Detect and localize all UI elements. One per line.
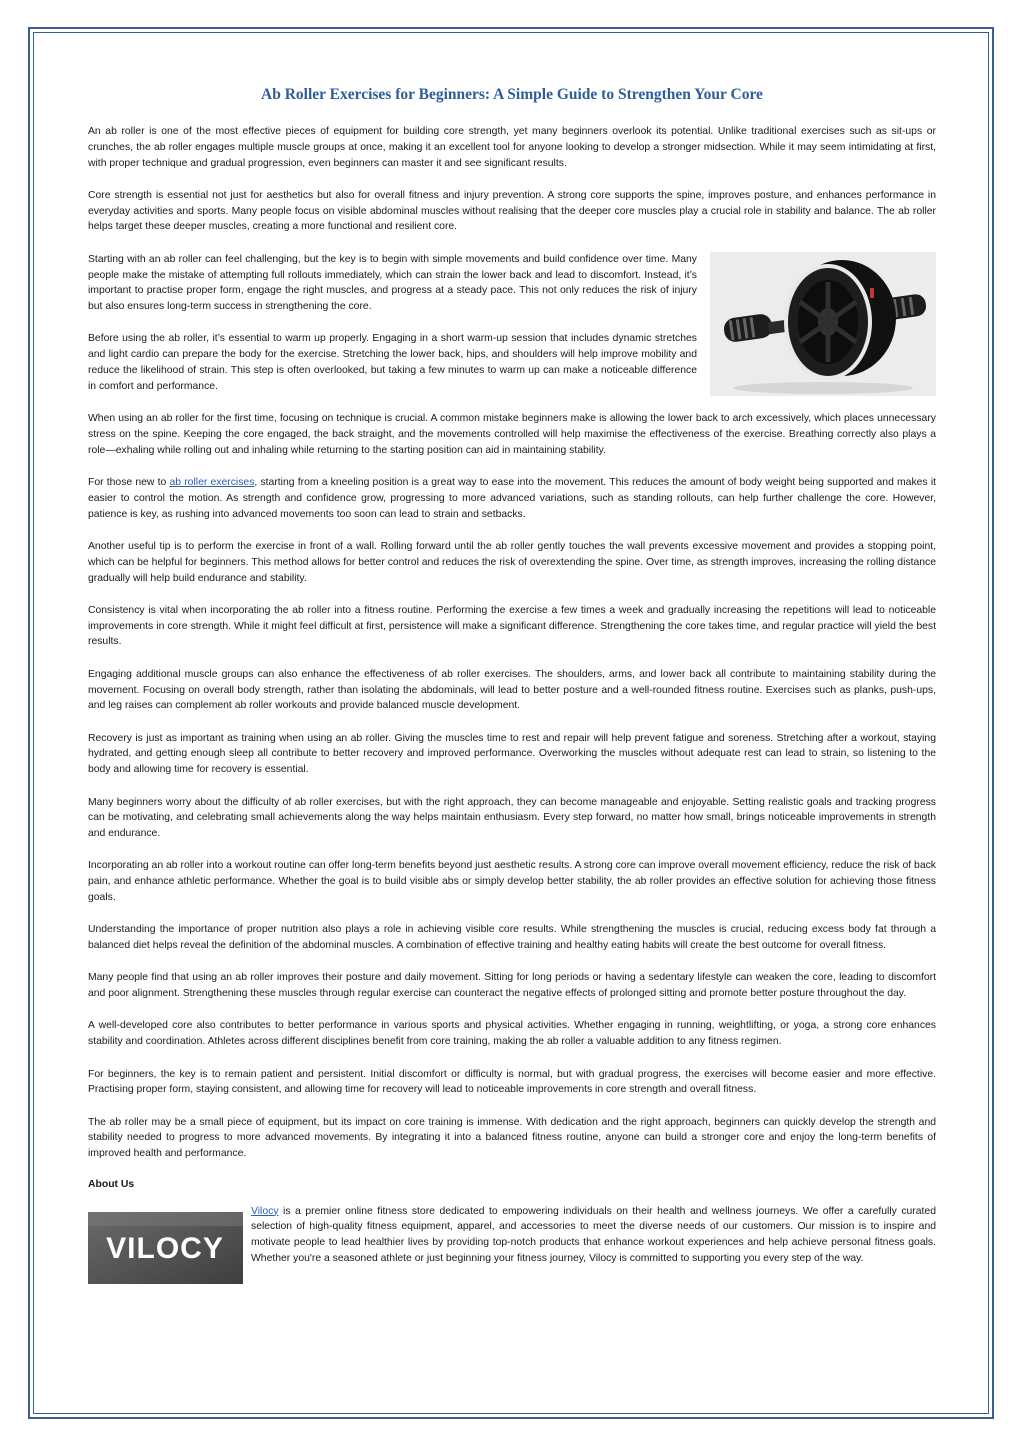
paragraph-nutrition: Understanding the importance of proper nutrition also plays a role in achieving visible core results. While strengthening the muscles is crucial, reducing excess body fat through a balanced diet helps reveal the definition of the abdominal muscles. A combination of effective training and healthy eating habits will create the best outcome for overall fitness. [88,924,936,952]
svg-text:VILOCY: VILOCY [106,1231,224,1265]
paragraph-recovery: Recovery is just as important as training when using an ab roller. Giving the muscles time to rest and repair will help prevent fatigue and soreness. Stretching after a workout, staying hydrated, and getting enough sleep all contribute to better recovery and improved performance. Overworking the muscles without adequate rest can lead to strain, so listening to the body and allowing time for recovery is essential. [88,732,936,776]
paragraph-warm-up: Before using the ab roller, it’s essential to warm up properly. Engaging in a short warm-up session that includes dynamic stretches and light cardio can prepare the body for the exercise. Stretching the lower back, hips, and shoulders will help improve mobility and reduce the likelihood of strain. This step is often overlooked, but taking a few minutes to warm up can make a noticeable difference in comfort and performance. [88,333,697,392]
paragraphs-with-image [88,252,936,411]
paragraph-intro: An ab roller is one of the most effective pieces of equipment for building core strength, yet many beginners overlook its potential. Unlike traditional exercises such as sit-ups or crunches, the ab roller engages multiple muscle groups at once, making it an excellent tool for anyone looking to develop a stronger midsection. While it may seem intimidating at first, with proper technique and gradual progression, even beginners can master it and see significant results. [88,126,936,169]
article-title: Ab Roller Exercises for Beginners: A Simple Guide to Strengthen Your Core [261,86,763,103]
text-column [88,252,697,411]
about-section [88,1204,936,1284]
paragraph-consistency: Consistency is vital when incorporating the ab roller into a fitness routine. Performing the exercise a few times a week and gradually increasing the repetitions will lead to noticeable improvements in core strength. While it might feel difficult at first, persistence will make a significant difference. Strengthening the core takes time, and regular practice will yield the best results. [88,604,936,648]
paragraph-kneeling-rest: , starting from a kneeling position is a great way to ease into the movement. This reduces the amount of body weight being supported and makes it easier to control the motion. As strength and confidence grow, progressing to more advanced variations, such as standing rollouts, can help further challenge the core. However, patience is key, as rushing into advanced movements too soon can lead to strain and setbacks. [88,477,937,520]
paragraph-benefits: Incorporating an ab roller into a workout routine can offer long-term benefits beyond just aesthetic results. A strong core can improve overall movement efficiency, reduce the risk of back pain, and enhance athletic performance. Whether the goal is to build visible abs or simply develop better stability, the ab roller provides an effective solution for achieving those fitness goals. [88,860,936,903]
paragraph-difficulty: Many beginners worry about the difficulty of ab roller exercises, but with the right approach, they can become manageable and enjoyable. Setting realistic goals and tracking progress can be motivating, and celebrating small achievements along the way helps maintain enthusiasm. Every step forward, no matter how small, brings noticeable improvements in strength and endurance. [88,796,936,840]
paragraph-kneeling-lead: For those new to [88,477,170,489]
paragraph-kneeling [88,475,936,522]
ab-roller-icon [710,252,936,396]
paragraph-posture: Many people find that using an ab roller improves their posture and daily movement. Sitting for long periods or having a sedentary lifestyle can weaken the core, leading to discomfort and poor alignment. Strengthening these muscles through regular exercise can counteract the negative effects of prolonged sitting and promote better posture throughout the day. [88,972,936,1000]
vilocy-logo [88,1212,243,1284]
about-heading: About Us [88,1178,135,1190]
paragraph-starting: Starting with an ab roller can feel challenging, but the key is to begin with simple movements and build confidence over time. Many people make the mistake of attempting full rollouts immediately, which can strain the lower back and lead to discomfort. Instead, it’s important to practise proper form, engage the right muscles, and progress at a steady pace. This not only reduces the risk of injury but also ensures long-term success in strengthening the core. [88,253,697,313]
paragraph-muscle-groups: Engaging additional muscle groups can also enhance the effectiveness of ab roller exercises. The shoulders, arms, and lower back all contribute to maintaining stability during the movement. Focusing on overall body strength, rather than isolating the abdominals, will lead to better posture and a well-rounded fitness routine. Exercises such as planks, push-ups, and leg raises can complement ab roller workouts and provide balanced muscle development. [88,668,936,712]
paragraph-technique: When using an ab roller for the first time, focusing on technique is crucial. A common mistake beginners make is allowing the lower back to arch excessively, which places unnecessary stress on the spine. Keeping the core engaged, the back straight, and the movements controlled will help maximise the effectiveness of the exercise. Breathing correctly also plays a role—exhaling while rolling out and inhaling while returning to the starting position can aid in maintaining stability. [88,413,936,456]
vilocy-logo-icon [88,1212,243,1284]
about-description: is a premier online fitness store dedicated to empowering individuals on their health and wellness journeys. We offer a carefully curated selection of high-quality fitness equipment, apparel, and accessories to meet the diverse needs of our customers. Our mission is to inspire and motivate people to lead healthier lives by providing top-notch products that enhance workout experiences and help achieve personal fitness goals. Whether you're a seasoned athlete or just beginning your fitness journey, Vilocy is committed to supporting you every step of the way. [251,1205,936,1264]
paragraph-core-strength: Core strength is essential not just for aesthetics but also for overall fitness and injury prevention. A strong core supports the spine, improves posture, and enhances performance in everyday activities and sports. Many people focus on visible abdominal muscles without realising that the deeper core muscles play a crucial role in stability and balance. The ab roller helps target these deeper muscles, creating a more functional and resilient core. [88,189,936,233]
paragraph-sports: A well-developed core also contributes to better performance in various sports and physical activities. Whether engaging in running, weightlifting, or yoga, a strong core enhances stability and coordination. Athletes across different disciplines benefit from core training, making the ab roller a valuable addition to any fitness regimen. [88,1020,936,1048]
ab-roller-exercises-link[interactable]: ab roller exercises [169,477,255,489]
paragraph-conclusion: The ab roller may be a small piece of equipment, but its impact on core training is immense. With dedication and the right approach, beginners can quickly develop the strength and stability needed to progress to more advanced movements. By integrating it into a balanced fitness routine, anyone can build a stronger core and enjoy the long-term benefits of improved health and performance. [88,1116,936,1160]
paragraph-wall: Another useful tip is to perform the exercise in front of a wall. Rolling forward until the ab roller gently touches the wall prevents excessive movement and provides a stopping point, which can be helpful for beginners. This method allows for better control and reduces the risk of overextending the spine. Over time, as strength improves, increasing the rolling distance gradually will help build endurance and stability. [88,540,936,584]
about-text [251,1204,936,1267]
paragraph-patience: For beginners, the key is to remain patient and persistent. Initial discomfort or difficulty is normal, but with gradual progress, the exercises will become easier and more effective. Practising proper form, staying consistent, and allowing time for recovery will lead to noticeable improvements in core strength and overall fitness. [88,1068,936,1096]
article [88,86,936,1284]
ab-roller-image [710,252,936,396]
vilocy-link[interactable]: Vilocy [251,1205,279,1217]
